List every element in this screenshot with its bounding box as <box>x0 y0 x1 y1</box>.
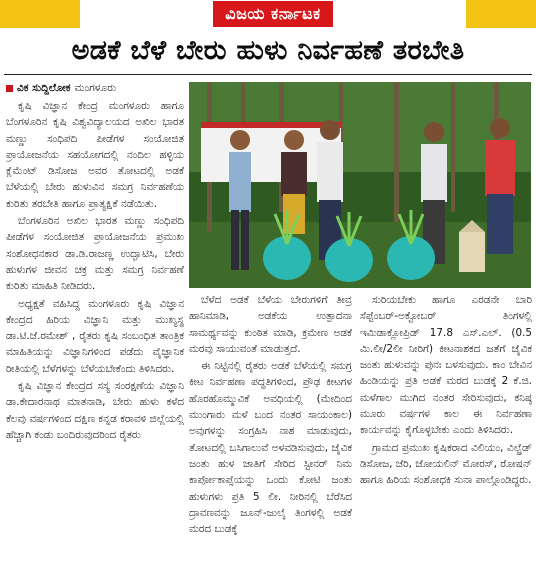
col2-paragraph-1: ಬೆಳೆದ ಅಡಕೆ ಬೆಳೆಯ ಬೇರುಗಳಿಗೆ ತೀವ್ರ ಹಾನಿಮಾಡಿ, ಅಡಕೆಯ ಉತ್ಪಾದನಾ ಸಾಮರ್ಥ್ಯವನ್ನು ಕುಂಠಿತ ಮಾಡಿ, ಕ್ರಮೇಣ ಅಡಕೆ ಮರವು ಸಾಯುವಂತೆ ಮಾಡುತ್ತದೆ. <box>189 294 352 355</box>
article-column-2 <box>189 292 352 576</box>
masthead-center <box>80 0 466 28</box>
headline-rule <box>4 74 532 75</box>
col3-paragraph-1: ಸುರಿಯಬೇಕು ಹಾಗೂ ಎರಡನೇ ಬಾರಿ ಸೆಪ್ಟೆಂಬರ್-ಅಕ್ಟೋಬರ್ ತಿಂಗಳಲ್ಲಿ ಇಮಿಡಾಕ್ಲೋಪ್ರಿಡ್ 17.8 ಎಸ್.ಎಲ್. (0.5 ಮಿ.ಲೀ/2ಲೀ ನೀರಿಗೆ) ಕೀಟನಾಶಕದ ಜತೆಗೆ ಜೈವಿಕ ಜಂತು ಹುಳುವನ್ನು ಪುನಃ ಬಳಸುವುದು. ಕಾಂ ಬೇವಿನ ಹಿಂಡಿಯನ್ನು ಪ್ರತಿ ಅಡಕೆ ಮರದ ಬುಡಕ್ಕೆ 2 ಕೆ.ಜಿ. ಮಳೆಗಾಲ ಮುಗಿದ ನಂತರ ಸೇರಿಸುವುದು, ಕನಿಷ್ಠ ಮೂರು ವರ್ಷಗಳ ಕಾಲ ಈ ನಿರ್ವಹಣಾ ಕಾರ್ಯವನ್ನು ಕೈಗೊಳ್ಳಬೇಕು ಎಂದು ತಿಳಿಸಿದರು. <box>360 294 532 437</box>
article-column-1 <box>6 98 184 576</box>
col1-paragraph-3: ಅಧ್ಯಕ್ಷತೆ ವಹಿಸಿದ್ದ ಮಂಗಳೂರು ಕೃಷಿ ವಿಜ್ಞಾನ ಕೇಂದ್ರದ ಹಿರಿಯ ವಿಜ್ಞಾನಿ ಮತ್ತು ಮುಖ್ಯಸ್ಥ ಡಾ.ಟಿ.ಜೆ.ರಮೇಶ್ , ರೈತರು ಕೃಷಿ ಸಂಬಂಧಿತ ತಾಂತ್ರಿಕ ಮಾಹಿತಿಯನ್ನು ವಿಜ್ಞಾನಿಗಳಿಂದ ಪಡೆದು ವೈಜ್ಞಾನಿಕ ರೀತಿಯಲ್ಲಿ ಬೆಳೆಗಳನ್ನು ಬೆಳೆಯಬೇಕೆಂದು ತಿಳಿಸಿದರು. <box>6 297 184 375</box>
col1-paragraph-2: ಬೆಂಗಳೂರಿನ ಅಖಿಲ ಭಾರತ ಮಣ್ಣು ಸಂಧಿಪದಿ ಪೀಡೆಗಳ ಸಂಯೋಜಿತ ಪ್ರಾಯೋಜನೆಯ ಪ್ರಮುಖ ಸಂಶೋಧನಕಾರ ಡಾ.ಡಿ.ರಾಜಣ್ಣ ಉದ್ಘಾಟಿಸಿ, ಬೇರು ಹುಳುಗಳ ಜೀವನ ಚಕ್ರ ಮತ್ತು ಸಮಗ್ರ ನಿರ್ವಹಣೆ ಕುರಿತು ಮಾಹಿತಿ ನೀಡಿದರು. <box>6 215 184 293</box>
masthead-left-band <box>0 0 80 28</box>
article-photo <box>189 82 531 288</box>
byline <box>6 80 186 96</box>
masthead-title: ವಿಜಯ ಕರ್ನಾಟಕ <box>213 1 332 27</box>
photo-illustration <box>189 82 531 288</box>
article-headline: ಅಡಕೆ ಬೆಳೆ ಬೇರು ಹುಳು ನಿರ್ವಹಣೆ ತರಬೇತಿ <box>71 35 465 66</box>
article-column-3 <box>360 292 532 576</box>
masthead-right-band <box>466 0 536 28</box>
byline-source: ವಿಕ ಸುದ್ದಿಲೋಕ <box>17 81 71 94</box>
byline-place: ಮಂಗಳೂರು <box>74 81 117 94</box>
byline-bullet-icon <box>6 85 13 92</box>
masthead <box>0 0 536 28</box>
col1-paragraph-1: ಕೃಷಿ ವಿಜ್ಞಾನ ಕೇಂದ್ರ ಮಂಗಳೂರು ಹಾಗೂ ಬೆಂಗಳೂರಿನ ಕೃಷಿ ವಿಶ್ವವಿದ್ಯಾಲಯದ ಅಖಿಲ ಭಾರತ ಮಣ್ಣು ಸಂಧಿಪದಿ ಪೀಡೆಗಳ ಸಂಯೋಜಿತ ಪ್ರಾಯೋಜನೆಯ ಸಹಯೋಗದಲ್ಲಿ ನಂದಿಲ ಹಳ್ಳಿಯ ಕ್ಲೆಮೆಂಟ್ ಡಿಸೋಜ ಅವರ ತೋಟದಲ್ಲಿ ಅಡಕೆ ಬೆಳೆಯಲ್ಲಿ ಬೇರು ಹುಳುವಿನ ಸಮಗ್ರ ನಿರ್ವಹಣೆಯ ಕುರಿತು ತರಬೇತಿ ಹಾಗೂ ಪ್ರಾತ್ಯಕ್ಷಿಕೆ ನಡೆಯಿತು. <box>6 100 184 210</box>
col2-paragraph-2: ಈ ನಿಟ್ಟಿನಲ್ಲಿ ರೈತರು ಅಡಕೆ ಬೆಳೆಯಲ್ಲಿ ಸಮಗ್ರ ಕೀಟ ನಿರ್ವಹಣಾ ಪದ್ಧತಿಗಳಿಂದ, ಪ್ರೌಢ ಕೀಟಗಳ ಹೊರಹೊಮ್ಮುವಿಕೆ ಅವಧಿಯಲ್ಲಿ (ಮೇದಿಂದ ಮುಂಗಾರು ಮಳೆ ಬಂದ ನಂತರ ಸಾಯಂಕಾಲ) ಅವುಗಳನ್ನು ಸಂಗ್ರಹಿಸಿ ನಾಶ ಮಾಡುವುದು, ತೋಟದಲ್ಲಿ ಬಸಿಗಾಲುವೆ ಅಳವಡಿಸುವುದು, ಜೈವಿಕ ಜಂತು ಹುಳ ಜಾತಿಗೆ ಸೇರಿದ ಸ್ಟೀನರ್ ನಿಮ ಕಾರ್ಪೋಕಾಪ್ಸೆಯನ್ನು ಒಂದು ಕೋಟಿ ಜಂತು ಹುಳುಗಳು ಪ್ರತಿ 5 ಲೀ. ನೀರಿನಲ್ಲಿ ಬೆರೆಸಿದ ದ್ರಾವಣವನ್ನು ಜೂನ್-ಜುಲೈ ತಿಂಗಳಲ್ಲಿ ಅಡಕೆ ಮರದ ಬುಡಕ್ಕೆ <box>189 360 352 536</box>
col1-paragraph-4: ಕೃಷಿ ವಿಜ್ಞಾನ ಕೇಂದ್ರದ ಸಸ್ಯ ಸಂರಕ್ಷಣೆಯ ವಿಜ್ಞಾನಿ ಡಾ.ಕೇದಾರನಾಥ ಮಾತನಾಡಿ, ಬೇರು ಹುಳು ಕಳೆದ ಕೆಲವು ವರ್ಷಗಳಿಂದ ದಕ್ಷಿಣ ಕನ್ನಡ ಕರಾವಳಿ ಜಿಲ್ಲೆಯಲ್ಲಿ ಹೆಚ್ಚಾಗಿ ಕಂಡು ಬಂದಿರುವುದರಿಂದ ರೈತರು <box>6 380 184 441</box>
col3-paragraph-2: ಗ್ರಾಮದ ಪ್ರಮುಖ ಕೃಷಿಕರಾದ ವಿಲಿಯಂ, ವಿಲ್ಫ್ರೆಡ್ ಡಿಸೋಜ, ಜೆರಿ, ಜೋಯಲಿನ್ ಮೋರಸ್, ರೋಷನ್ ಹಾಗೂ ಹಿರಿಯ ಸಂಶೋಧಕಿ ಸುನಾ ಪಾಲ್ಗೊಂಡಿದ್ದರು. <box>360 441 532 487</box>
